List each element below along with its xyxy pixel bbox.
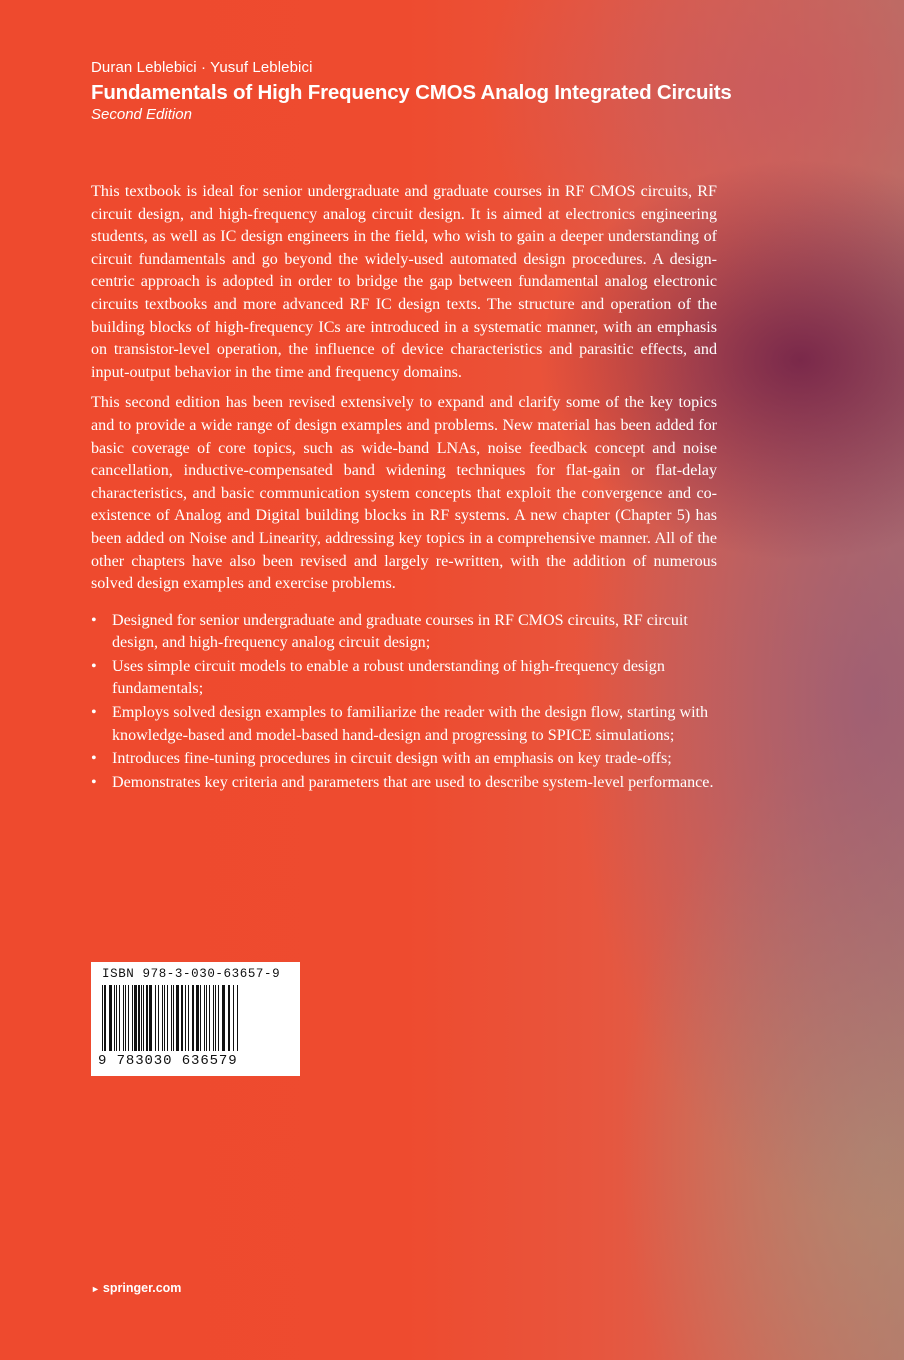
feature-item: • Demonstrates key criteria and parameters that are used to describe system-level performance. [91,772,717,795]
feature-item: • Employs solved design examples to familiarize the reader with the design flow, starting with knowledge-based and model-based hand-design and progressing to SPICE simulations; [91,704,709,744]
publisher-link[interactable] [91,1281,181,1295]
arrow-icon: ► [91,1284,100,1294]
cover-header [91,58,871,125]
feature-list [91,610,717,795]
bullet-icon: • [91,704,97,722]
description-paragraph-1: This textbook is ideal for senior undergraduate and graduate courses in RF CMOS circuits, RF circuit design, and high-frequency analog circuit design. It is aimed at electronics engineering students, as well as IC design engineers in the field, who wish to gain a deeper understanding of circuit fundamentals and go beyond the widely-used automated design procedures. A design-centric approach is adopted in order to bridge the gap between fundamental analog electronic circuits textbooks and more advanced RF IC design texts. The structure and operation of the building blocks of high-frequency ICs are introduced in a systematic manner, with an emphasis on transistor-level operation, the influence of device characteristics and parasitic effects, and input-output behavior in the time and frequency domains. [91,183,717,381]
isbn-digits: 9 783030 636579 [98,1053,238,1069]
feature-item: • Designed for senior undergraduate and graduate courses in RF CMOS circuits, RF circuit design, and high-frequency analog circuit design; [91,611,688,652]
book-title: Fundamentals of High Frequency CMOS Analog Integrated Circuits [91,81,732,104]
bullet-icon: • [91,750,97,768]
publisher-url: springer.com [102,1281,182,1295]
book-description [91,181,717,795]
isbn-barcode [91,962,300,1076]
feature-item: • Uses simple circuit models to enable a robust understanding of high-frequency design fundamentals; [91,657,665,698]
bullet-icon: • [91,657,97,675]
description-paragraph-2: This second edition has been revised extensively to expand and clarify some of the key topics and to provide a wide range of design examples and problems. New material has been added for basic coverage of core topics, such as wide-band LNAs, noise feedback concept and noise cancellation, inductive-compensated band widening techniques for flat-gain or flat-delay characteristics, and basic communication system concepts that exploit the convergence and co-existence of Analog and Digital building blocks in RF systems. A new chapter (Chapter 5) has been added on Noise and Linearity, addressing key topics in a comprehensive manner. All of the other chapters have also been revised and largely re-written, with the addition of numerous solved design examples and exercise problems. [91,394,717,593]
edition: Second Edition [91,106,192,123]
feature-item: • Introduces fine-tuning procedures in circuit design with an emphasis on key trade-offs; [91,748,717,771]
bullet-icon: • [91,611,97,629]
bullet-icon: • [91,773,97,791]
isbn-label: ISBN 978-3-030-63657-9 [102,967,281,981]
authors: Duran Leblebici · Yusuf Leblebici [91,59,313,76]
barcode-icon [100,985,291,1053]
